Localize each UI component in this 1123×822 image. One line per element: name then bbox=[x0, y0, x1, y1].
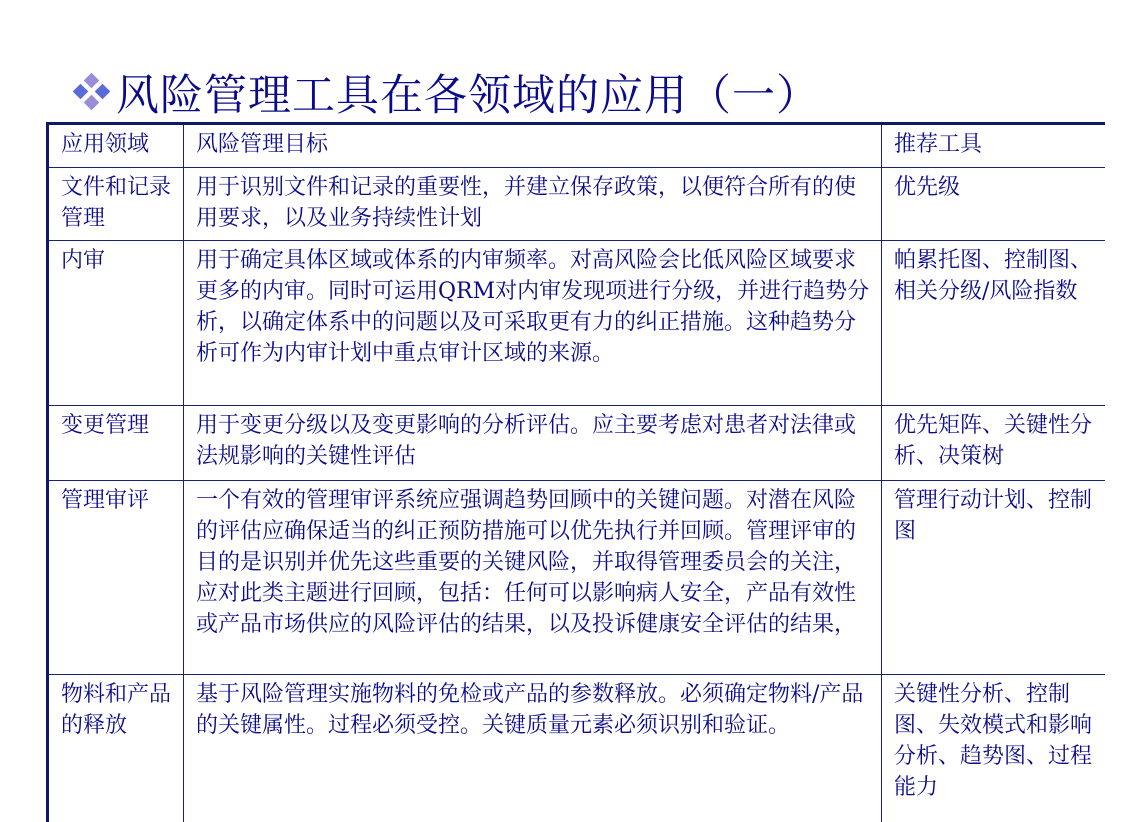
page-title: 风险管理工具在各领域的应用（一） bbox=[116, 62, 820, 123]
risk-tools-table bbox=[46, 122, 1105, 822]
table-container bbox=[46, 122, 1105, 822]
cell-area: 物料和产品的释放 bbox=[48, 675, 184, 822]
cell-goal: 用于识别文件和记录的重要性，并建立保存政策，以便符合所有的使用要求，以及业务持续性计划 bbox=[184, 168, 882, 241]
table-row bbox=[48, 675, 1106, 822]
cell-goal: 基于风险管理实施物料的免检或产品的参数释放。必须确定物料/产品的关键属性。过程必须受控。关键质量元素必须识别和验证。 bbox=[184, 675, 882, 822]
table-row bbox=[48, 481, 1106, 675]
cell-tools: 关键性分析、控制图、失效模式和影响分析、趋势图、过程能力 bbox=[882, 675, 1106, 822]
cell-tools: 优先矩阵、关键性分析、决策树 bbox=[882, 406, 1106, 481]
cell-area: 内审 bbox=[48, 241, 184, 406]
title-area bbox=[72, 62, 820, 122]
cell-area: 变更管理 bbox=[48, 406, 184, 481]
table-row bbox=[48, 241, 1106, 406]
table-row bbox=[48, 168, 1106, 241]
table-row bbox=[48, 406, 1106, 481]
cell-goal: 用于变更分级以及变更影响的分析评估。应主要考虑对患者对法律或法规影响的关键性评估 bbox=[184, 406, 882, 481]
table-header-row bbox=[48, 124, 1106, 168]
cell-tools: 管理行动计划、控制图 bbox=[882, 481, 1106, 675]
cell-tools: 帕累托图、控制图、相关分级/风险指数 bbox=[882, 241, 1106, 406]
header-tools: 推荐工具 bbox=[882, 124, 1106, 168]
diamond-bullet-icon bbox=[72, 72, 112, 112]
header-area: 应用领域 bbox=[48, 124, 184, 168]
cell-area: 文件和记录管理 bbox=[48, 168, 184, 241]
cell-area: 管理审评 bbox=[48, 481, 184, 675]
cell-goal: 一个有效的管理审评系统应强调趋势回顾中的关键问题。对潜在风险的评估应确保适当的纠正预防措施可以优先执行并回顾。管理评审的目的是识别并优先这些重要的关键风险，并取得管理委员会的关注，应对此类主题进行回顾，包括：任何可以影响病人安全，产品有效性或产品市场供应的风险评估的结果，以及投诉健康安全评估的结果， bbox=[184, 481, 882, 675]
cell-goal: 用于确定具体区域或体系的内审频率。对高风险会比低风险区域要求更多的内审。同时可运用QRM对内审发现项进行分级，并进行趋势分析，以确定体系中的问题以及可采取更有力的纠正措施。这种趋势分析可作为内审计划中重点审计区域的来源。 bbox=[184, 241, 882, 406]
cell-tools: 优先级 bbox=[882, 168, 1106, 241]
header-goal: 风险管理目标 bbox=[184, 124, 882, 168]
